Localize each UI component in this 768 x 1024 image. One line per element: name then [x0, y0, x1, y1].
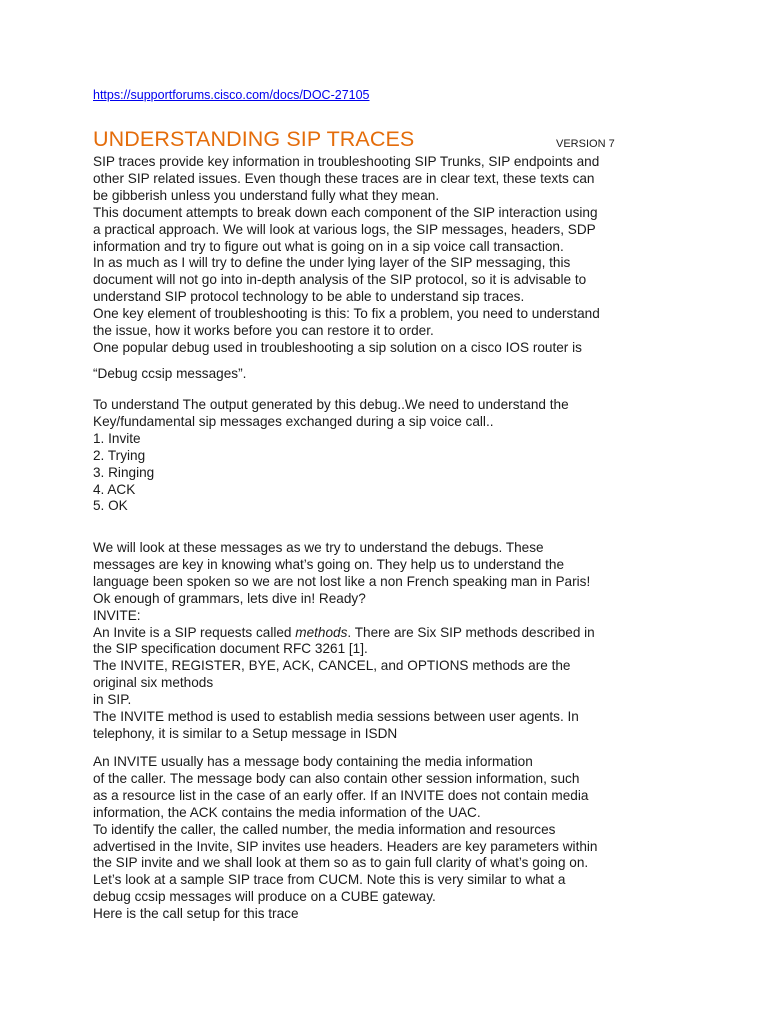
invite-definition-before: An Invite is a SIP requests called	[93, 624, 296, 640]
body-line: debug ccsip messages will produce on a CUBE gateway.	[93, 889, 436, 905]
message-list-item: 3. Ringing	[93, 464, 155, 480]
message-list-item: 1. Invite	[93, 430, 141, 446]
intro-line: a practical approach. We will look at various logs, the SIP messages, headers, SDP	[93, 221, 596, 237]
output-line: Key/fundamental sip messages exchanged during a sip voice call..	[93, 413, 494, 429]
intro-line: information and try to figure out what is going on in a sip voice call transaction.	[93, 238, 564, 254]
invite-definition-line	[93, 625, 683, 642]
body-line: Here is the call setup for this trace	[93, 906, 299, 922]
invite-line: original six methods	[93, 675, 214, 691]
output-line: To understand The output generated by this debug..We need to understand the	[93, 397, 569, 412]
source-link[interactable]: https://supportforums.cisco.com/docs/DOC-27105	[93, 88, 370, 102]
intro-line: other SIP related issues. Even though these traces are in clear text, these texts can	[93, 170, 595, 186]
body-line: of the caller. The message body can also contain other session information, such	[93, 770, 580, 786]
version-label: VERSION 7	[556, 138, 615, 150]
invite-line: telephony, it is similar to a Setup message in ISDN	[93, 725, 398, 741]
invite-line: the SIP specification document RFC 3261 [1].	[93, 641, 368, 657]
body-line: information, the ACK contains the media information of the UAC.	[93, 804, 481, 820]
messages-line: messages are key in knowing what’s going on. They help us to understand the	[93, 556, 565, 572]
debug-command-paragraph	[93, 366, 683, 383]
intro-paragraph	[93, 154, 683, 357]
intro-line: understand SIP protocol technology to be able to understand sip traces.	[93, 289, 525, 305]
body-line: To identify the caller, the called number, the media information and resources	[93, 821, 556, 837]
debug-command: “Debug ccsip messages”.	[93, 366, 247, 381]
body-paragraph	[93, 754, 683, 923]
title-row	[93, 127, 683, 152]
body-line: An INVITE usually has a message body containing the media information	[93, 754, 533, 769]
body-line: Let’s look at a sample SIP trace from CUCM. Note this is very similar to what a	[93, 872, 566, 888]
intro-line: the issue, how it works before you can restore it to order.	[93, 323, 434, 339]
invite-line: The INVITE method is used to establish media sessions between user agents. In	[93, 709, 579, 725]
body-line: as a resource list in the case of an early offer. If an INVITE does not contain media	[93, 787, 589, 803]
invite-definition-after: . There are Six SIP methods described in	[347, 624, 595, 640]
intro-line: In as much as I will try to define the under lying layer of the SIP messaging, this	[93, 255, 571, 271]
body-line: the SIP invite and we shall look at them so as to gain full clarity of what’s going on.	[93, 855, 589, 871]
intro-line: One key element of troubleshooting is this: To fix a problem, you need to understand	[93, 306, 600, 322]
messages-paragraph	[93, 540, 683, 743]
document-title: UNDERSTANDING SIP TRACES	[93, 127, 415, 151]
intro-line: document will not go into in-depth analysis of the SIP protocol, so it is advisable to	[93, 272, 587, 288]
intro-line: One popular debug used in troubleshooting a sip solution on a cisco IOS router is	[93, 339, 582, 355]
messages-line: language been spoken so we are not lost like a non French speaking man in Paris!	[93, 573, 591, 589]
message-list-item: 4. ACK	[93, 481, 136, 497]
messages-line: Ok enough of grammars, lets dive in! Ready?	[93, 590, 366, 606]
body-line: advertised in the Invite, SIP invites use headers. Headers are key parameters within	[93, 838, 598, 854]
intro-line: be gibberish unless you understand fully what they mean.	[93, 187, 440, 203]
intro-line: SIP traces provide key information in troubleshooting SIP Trunks, SIP endpoints and	[93, 154, 600, 169]
methods-emphasis: methods	[295, 624, 348, 640]
invite-line: in SIP.	[93, 692, 132, 708]
intro-line: This document attempts to break down each component of the SIP interaction using	[93, 204, 598, 220]
messages-line: We will look at these messages as we try to understand the debugs. These	[93, 540, 544, 555]
message-list-item: 5. OK	[93, 498, 128, 514]
messages-line: INVITE:	[93, 607, 141, 623]
message-list-item: 2. Trying	[93, 447, 146, 463]
invite-line: The INVITE, REGISTER, BYE, ACK, CANCEL, and OPTIONS methods are the	[93, 658, 571, 674]
output-paragraph	[93, 397, 683, 515]
